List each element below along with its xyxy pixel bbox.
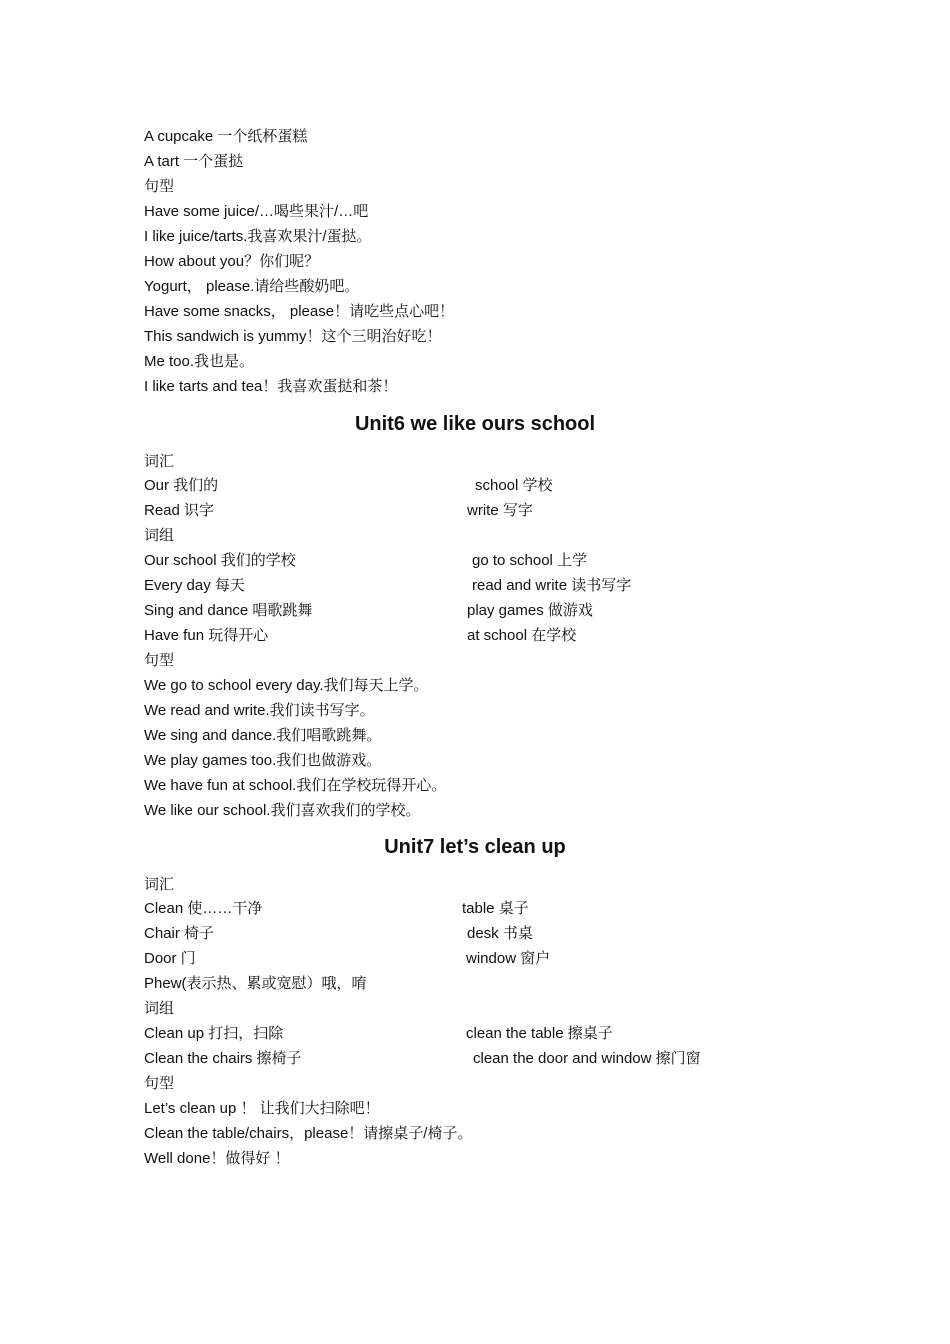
sentence-line: Let’s clean up ！ 让我们大扫除吧！ [144, 1100, 380, 1117]
vocab-line: A tart 一个蛋挞 [144, 153, 244, 170]
unit6-title: Unit6 we like ours school [354, 413, 596, 435]
phrase-left: Sing and dance 唱歌跳舞 [144, 602, 313, 619]
section-label-sentences: 句型 [144, 178, 175, 195]
sentence-line: We sing and dance.我们唱歌跳舞。 [144, 727, 382, 744]
vocab-left: Chair 椅子 [144, 925, 215, 942]
phrase-right: clean the table 擦桌子 [466, 1025, 613, 1042]
vocab-right: school 学校 [475, 477, 553, 494]
vocab-line: A cupcake 一个纸杯蛋糕 [144, 128, 308, 145]
sentence-line: How about you？你们呢？ [144, 253, 320, 270]
section-label-sentences: 句型 [144, 1075, 175, 1092]
sentence-line: We go to school every day.我们每天上学。 [144, 677, 429, 694]
vocab-left: Clean 使……干净 [144, 900, 263, 917]
phrase-left: Have fun 玩得开心 [144, 627, 269, 644]
phrase-right: read and write 读书写字 [472, 577, 632, 594]
phrase-right: go to school 上学 [472, 552, 588, 569]
sentence-line: Have some snacks， please！请吃些点心吧！ [144, 303, 455, 320]
phrase-left: Clean the chairs 擦椅子 [144, 1050, 302, 1067]
sentence-line: I like tarts and tea！我喜欢蛋挞和茶！ [144, 378, 398, 395]
phrase-right: clean the door and window 擦门窗 [473, 1050, 701, 1067]
section-label-vocab: 词汇 [144, 876, 175, 893]
vocab-left: Door 门 [144, 950, 196, 967]
sentence-line: Have some juice/…喝些果汁/…吧 [144, 203, 369, 220]
vocab-right: write 写字 [467, 502, 533, 519]
phrase-right: play games 做游戏 [467, 602, 593, 619]
phrase-right: at school 在学校 [467, 627, 577, 644]
vocab-right: desk 书桌 [467, 925, 533, 942]
sentence-line: I like juice/tarts.我喜欢果汁/蛋挞。 [144, 228, 372, 245]
sentence-line: This sandwich is yummy！这个三明治好吃！ [144, 328, 442, 345]
vocab-left: Our 我们的 [144, 477, 219, 494]
sentence-line: We play games too.我们也做游戏。 [144, 752, 382, 769]
vocab-right: table 桌子 [462, 900, 529, 917]
phrase-left: Every day 每天 [144, 577, 245, 594]
phrase-left: Clean up 打扫，扫除 [144, 1025, 284, 1042]
vocab-right: window 窗户 [466, 950, 551, 967]
section-label-vocab: 词汇 [144, 453, 175, 470]
sentence-line: We like our school.我们喜欢我们的学校。 [144, 802, 421, 819]
sentence-line: We read and write.我们读书写字。 [144, 702, 375, 719]
sentence-line: Well done！做得好 ！ [144, 1150, 290, 1167]
vocab-left: Read 识字 [144, 502, 215, 519]
sentence-line: Yogurt， please.请给些酸奶吧。 [144, 278, 360, 295]
phrase-left: Our school 我们的学校 [144, 552, 296, 569]
section-label-sentences: 句型 [144, 652, 175, 669]
section-label-phrases: 词组 [144, 527, 175, 544]
section-label-phrases: 词组 [144, 1000, 175, 1017]
sentence-line: We have fun at school.我们在学校玩得开心。 [144, 777, 447, 794]
vocab-line: Phew(表示热、累或宽慰）哦，唷 [144, 975, 367, 992]
sentence-line: Me too.我也是。 [144, 353, 255, 370]
unit7-title: Unit7 let’s clean up [384, 836, 566, 858]
sentence-line: Clean the table/chairs，please！请擦桌子/椅子。 [144, 1125, 473, 1142]
